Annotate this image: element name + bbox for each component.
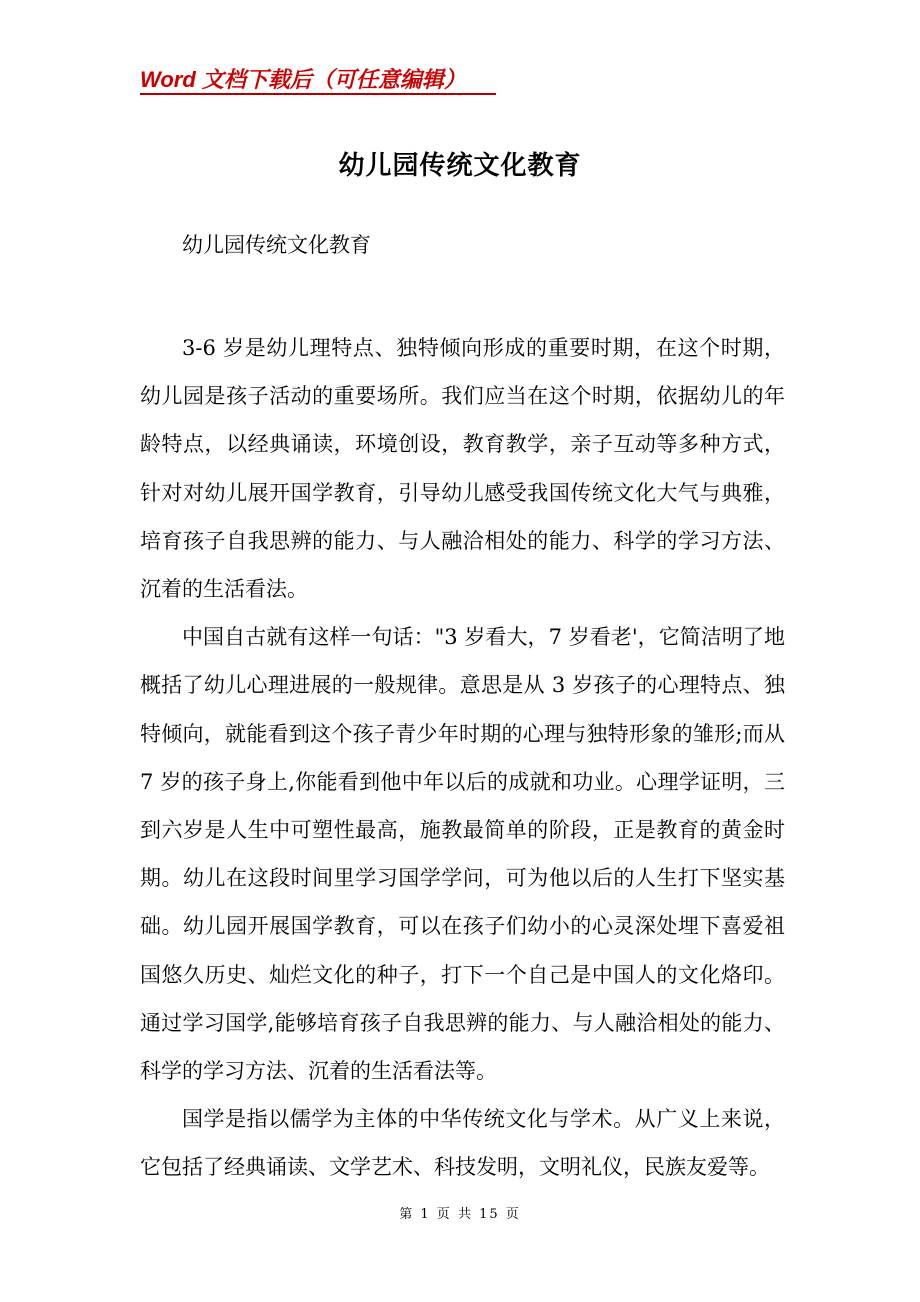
footer-page-number: 1 [420, 1207, 431, 1222]
document-subtitle: 幼儿园传统文化教育 [182, 233, 371, 257]
footer-suffix: 页 [505, 1207, 521, 1222]
page-footer [0, 1205, 920, 1225]
footer-page-word: 页 [436, 1207, 452, 1222]
footer-total-pages: 15 [479, 1207, 500, 1222]
paragraph-3: 国学是指以儒学为主体的中华传统文化与学术。从广义上来说，它包括了经典诵读、文学艺术、科技发明，文明礼仪，民族友爱等。 [140, 1107, 785, 1180]
paragraph-1: 3-6 岁是幼儿理特点、独特倾向形成的重要时期，在这个时期，幼儿园是孩子活动的重要场所。我们应当在这个时期，依据幼儿的年龄特点，以经典诵读，环境创设，教育教学，亲子互动等多种方式，针对对幼儿展开国学教育，引导幼儿感受我国传统文化大气与典雅，培育孩子自我思辨的能力、与人融洽相处的能力、科学的学习方法、沉着的生活看法。 [140, 336, 785, 602]
document-body [140, 324, 785, 1192]
banner-underline [140, 93, 496, 95]
document-title: 幼儿园传统文化教育 [338, 151, 582, 181]
banner-text: Word 文档下载后（可任意编辑） [140, 67, 466, 92]
footer-prefix: 第 [399, 1207, 415, 1222]
download-banner [140, 62, 496, 98]
paragraph-2: 中国自古就有这样一句话："3 岁看大，7 岁看老'，它简洁明了地概括了幼儿心理进展的一般规律。意思是从 3 岁孩子的心理特点、独特倾向，就能看到这个孩子青少年时期的心理与独特形象的雏形;而从 7 岁的孩子身上,你能看到他中年以后的成就和功业。心理学证明，三到六岁是人生中可塑性最高，施教最简单的阶段，正是教育的黄金时期。幼儿在这段时间里学习国学学问，可为他以后的人生打下坚实基础。幼儿园开展国学教育，可以在孩子们幼小的心灵深处埋下喜爱祖国悠久历史、灿烂文化的种子，打下一个自己是中国人的文化烙印。通过学习国学,能够培育孩子自我思辨的能力、与人融洽相处的能力、科学的学习方法、沉着的生活看法等。 [140, 625, 785, 1084]
footer-total-word: 共 [457, 1207, 473, 1222]
